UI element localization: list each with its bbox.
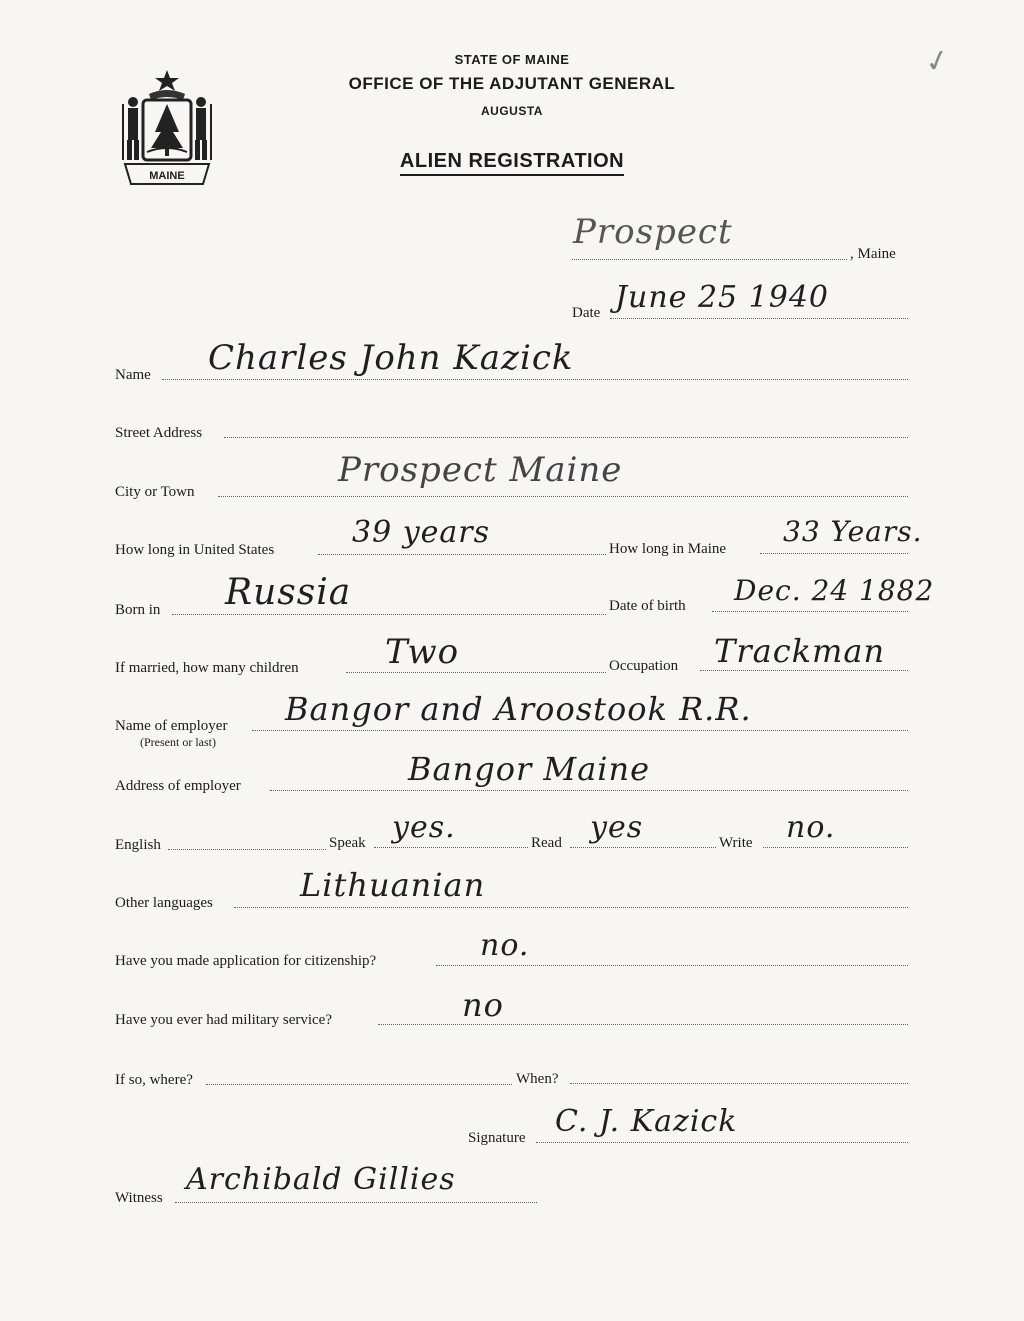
write-label: Write [719,835,753,851]
read-value[interactable]: yes [590,810,644,845]
citizenship-label: Have you made application for citizenship? [115,953,377,969]
children-value[interactable]: Two [385,632,460,672]
when-label: When? [516,1071,559,1087]
military-label: Have you ever had military service? [115,1012,332,1028]
other-languages-value[interactable]: Lithuanian [300,866,486,904]
if-so-where-line [206,1084,512,1085]
witness-line [175,1202,537,1203]
other-languages-line [234,907,908,908]
employer-address-value[interactable]: Bangor Maine [408,750,651,788]
city-heading: AUGUSTA [481,104,543,118]
write-value[interactable]: no. [786,810,836,845]
date-line [610,318,908,319]
street-line [224,437,908,438]
form-title: ALIEN REGISTRATION [0,150,1024,173]
how-long-maine-line [760,553,908,554]
how-long-maine-label: How long in Maine [609,541,727,557]
employer-address-line [270,790,908,791]
signature-label: Signature [468,1130,526,1146]
how-long-us-value[interactable]: 39 years [352,515,491,550]
children-label: If married, how many children [115,660,299,676]
street-label: Street Address [115,425,203,441]
date-value[interactable]: June 25 1940 [615,280,830,315]
city-town-line [218,496,908,497]
employer-line [252,730,908,731]
occupation-label: Occupation [609,658,679,674]
witness-label: Witness [115,1190,163,1206]
employer-address-label: Address of employer [115,778,241,794]
check-mark: ✓ [921,41,955,82]
children-line [346,672,606,673]
date-of-birth-label: Date of birth [609,598,686,614]
write-line [763,847,908,848]
speak-line [374,847,528,848]
how-long-us-label: How long in United States [115,542,275,558]
military-line [378,1024,908,1025]
maine-label: , Maine [850,246,896,262]
how-long-maine-value[interactable]: 33 Years. [783,515,923,548]
date-label: Date [572,305,601,321]
place-line [572,259,847,260]
military-value[interactable]: no [462,986,504,1024]
when-line [570,1083,908,1084]
english-line [168,849,326,850]
signature-value[interactable]: C. J. Kazick [555,1104,738,1139]
state-heading: STATE OF MAINE [454,52,570,67]
occupation-line [700,670,908,671]
employer-label: Name of employer [115,718,228,734]
name-value[interactable]: Charles John Kazick [208,338,574,378]
city-town-label: City or Town [115,484,195,500]
date-of-birth-line [712,611,908,612]
english-label: English [115,837,161,853]
seal-banner-text: MAINE [149,170,185,182]
office-heading: OFFICE OF THE ADJUTANT GENERAL [348,74,676,93]
how-long-us-line [318,554,606,555]
name-line [162,379,908,380]
read-line [570,847,716,848]
citizenship-value[interactable]: no. [480,928,530,963]
witness-value[interactable]: Archibald Gillies [186,1162,456,1197]
employer-value[interactable]: Bangor and Aroostook R.R. [285,690,752,728]
citizenship-line [436,965,908,966]
signature-line [536,1142,908,1143]
born-in-line [172,614,606,615]
if-so-where-label: If so, where? [115,1072,193,1088]
speak-label: Speak [329,835,366,851]
date-of-birth-value[interactable]: Dec. 24 1882 [734,574,935,607]
occupation-value[interactable]: Trackman [714,632,886,670]
employer-note: (Present or last) [140,735,216,749]
place-value[interactable]: Prospect [573,212,733,252]
read-label: Read [531,835,562,851]
born-in-value[interactable]: Russia [225,572,352,613]
city-town-value[interactable]: Prospect Maine [338,450,623,490]
speak-value[interactable]: yes. [392,810,456,845]
name-label: Name [115,367,151,383]
other-languages-label: Other languages [115,895,213,911]
born-in-label: Born in [115,602,161,618]
